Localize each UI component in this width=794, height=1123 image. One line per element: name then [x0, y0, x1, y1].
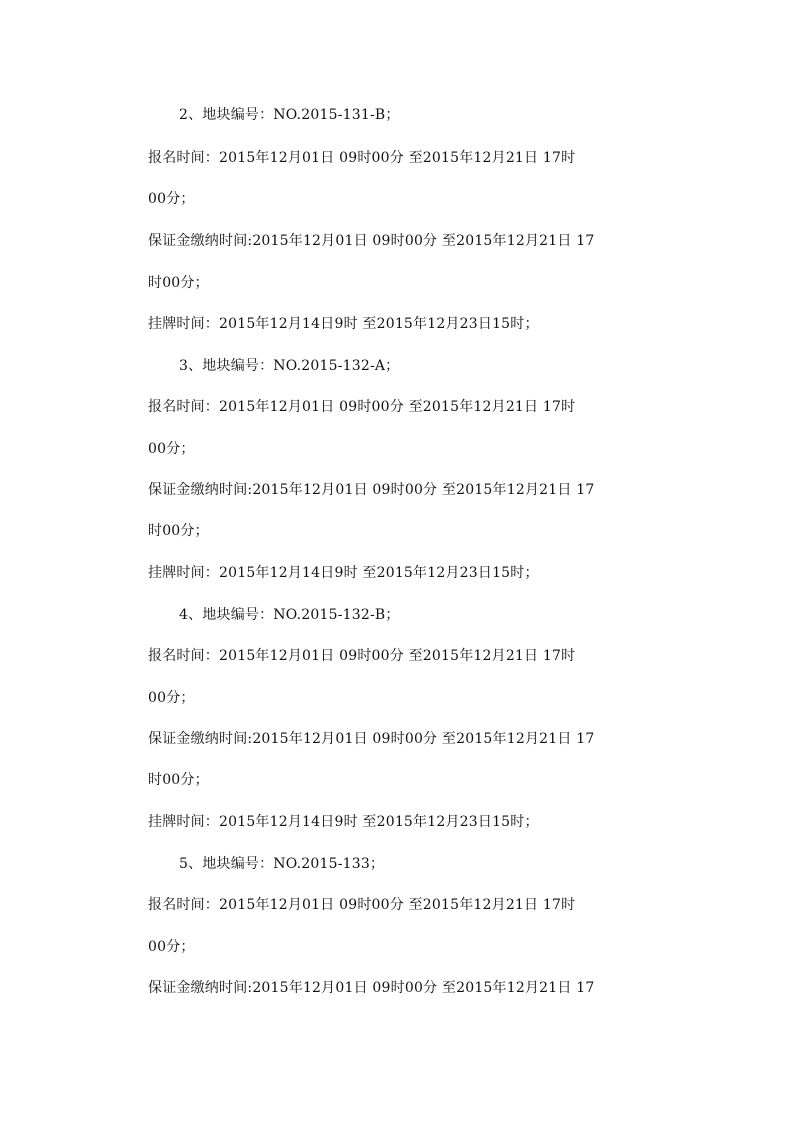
- parcel-heading: 5、地块编号：NO.2015-133；: [179, 856, 385, 872]
- listing-time-line: 挂牌时间：2015年12月14日9时 至2015年12月23日15时；: [148, 814, 539, 830]
- parcel-heading: 3、地块编号：NO.2015-132-A；: [179, 358, 400, 374]
- deposit-time-line: 保证金缴纳时间:2015年12月01日 09时00分 至2015年12月21日 17: [148, 731, 595, 747]
- listing-time-line: 挂牌时间：2015年12月14日9时 至2015年12月23日15时；: [148, 565, 539, 581]
- deposit-time-continuation: 时00分；: [148, 275, 209, 291]
- registration-time-line: 报名时间：2015年12月01日 09时00分 至2015年12月21日 17时: [148, 648, 576, 664]
- deposit-time-line: 保证金缴纳时间:2015年12月01日 09时00分 至2015年12月21日 17: [148, 233, 595, 249]
- registration-time-continuation: 00分；: [148, 191, 195, 207]
- deposit-time-line: 保证金缴纳时间:2015年12月01日 09时00分 至2015年12月21日 17: [148, 980, 595, 996]
- registration-time-continuation: 00分；: [148, 690, 195, 706]
- listing-time-line: 挂牌时间：2015年12月14日9时 至2015年12月23日15时；: [148, 316, 539, 332]
- registration-time-line: 报名时间：2015年12月01日 09时00分 至2015年12月21日 17时: [148, 399, 576, 415]
- deposit-time-line: 保证金缴纳时间:2015年12月01日 09时00分 至2015年12月21日 17: [148, 482, 595, 498]
- registration-time-continuation: 00分；: [148, 441, 195, 457]
- deposit-time-continuation: 时00分；: [148, 523, 209, 539]
- parcel-heading: 2、地块编号：NO.2015-131-B；: [179, 107, 400, 123]
- registration-time-line: 报名时间：2015年12月01日 09时00分 至2015年12月21日 17时: [148, 150, 576, 166]
- deposit-time-continuation: 时00分；: [148, 772, 209, 788]
- registration-time-continuation: 00分；: [148, 939, 195, 955]
- registration-time-line: 报名时间：2015年12月01日 09时00分 至2015年12月21日 17时: [148, 897, 576, 913]
- parcel-heading: 4、地块编号：NO.2015-132-B；: [179, 607, 400, 623]
